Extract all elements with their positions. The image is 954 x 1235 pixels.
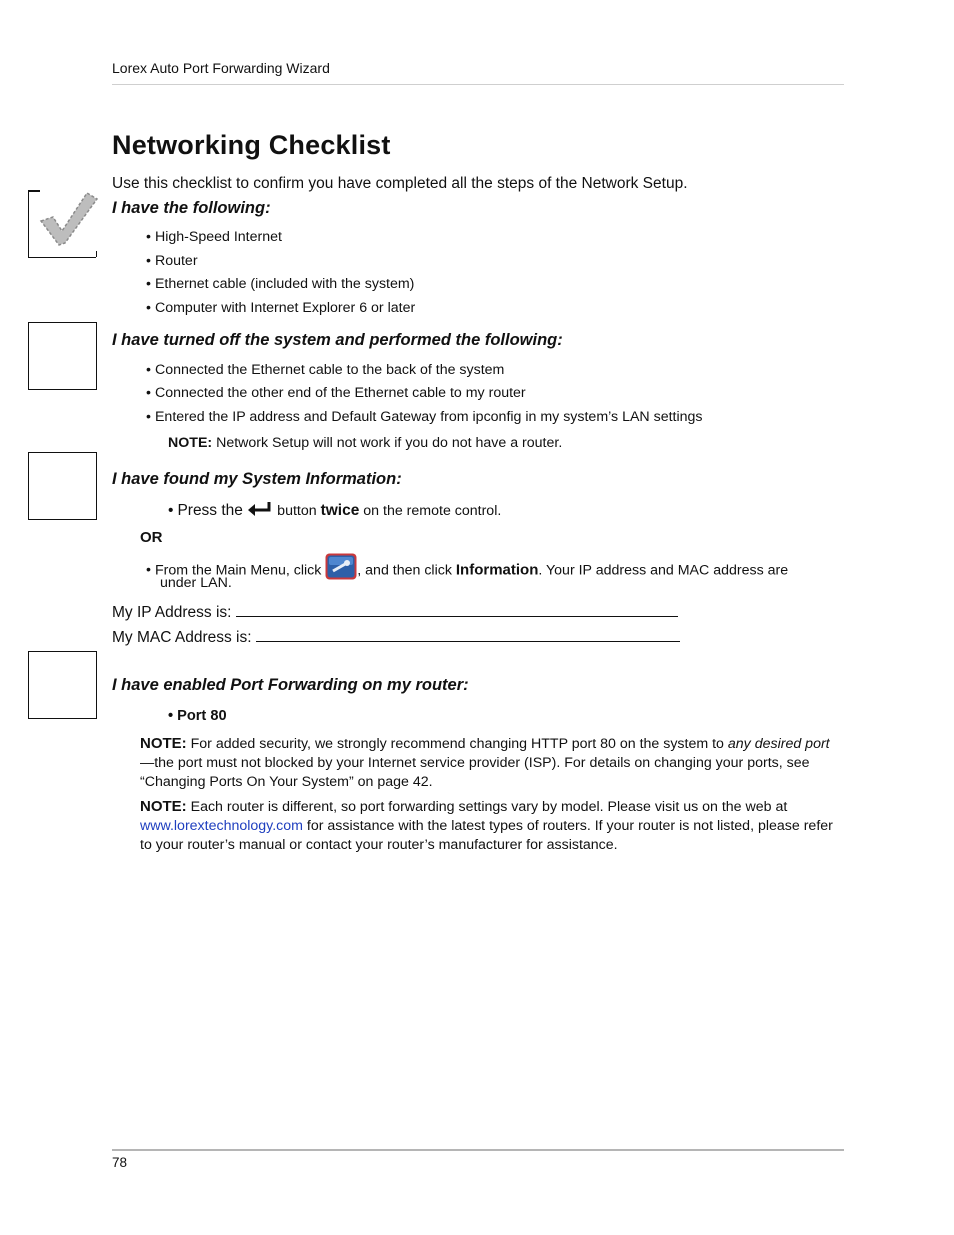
list-item: • Connected the Ethernet cable to the back of the system xyxy=(146,362,505,378)
note-security: NOTE: For added security, we strongly recommend changing HTTP port 80 on the system to any desired port—the port must not blocked by your Internet service provider (ISP). For details on changing your ports, see “Changing Ports On Your System” on page 42. xyxy=(140,735,830,790)
header-divider xyxy=(112,84,844,85)
checkbox-checked[interactable] xyxy=(28,191,96,258)
section-heading-turned-off: I have turned off the system and performed the following: xyxy=(112,331,563,349)
section-heading-following: I have the following: xyxy=(112,199,271,217)
list-item: • Ethernet cable (included with the system) xyxy=(146,276,415,292)
lorex-website-link[interactable]: www.lorextechnology.com xyxy=(140,818,303,834)
list-item-main-menu: • From the Main Menu, click , and then click Information. Your IP address and MAC address are xyxy=(146,557,788,584)
section-heading-port-forwarding: I have enabled Port Forwarding on my router: xyxy=(112,676,469,694)
note-router: NOTE: Network Setup will not work if you do not have a router. xyxy=(168,435,563,451)
list-item: • Connected the other end of the Ethernet cable to my router xyxy=(146,385,526,401)
list-item: • High-Speed Internet xyxy=(146,229,282,245)
running-header: Lorex Auto Port Forwarding Wizard xyxy=(112,60,330,76)
list-item: • Entered the IP address and Default Gateway from ipconfig in my system’s LAN settings xyxy=(146,409,703,425)
list-item: • Router xyxy=(146,253,198,269)
checkmark-icon xyxy=(29,189,99,257)
ip-address-field[interactable]: My IP Address is: xyxy=(112,602,678,622)
list-item: • Computer with Internet Explorer 6 or later xyxy=(146,300,416,316)
checkbox-empty[interactable] xyxy=(28,322,97,390)
list-item-port: • Port 80 xyxy=(168,708,227,724)
checkbox-empty[interactable] xyxy=(28,452,97,520)
page-number: 78 xyxy=(112,1155,128,1170)
intro-text: Use this checklist to confirm you have completed all the steps of the Network Setup. xyxy=(112,175,688,192)
ip-address-blank[interactable] xyxy=(236,602,678,617)
section-heading-system-info: I have found my System Information: xyxy=(112,470,402,488)
mac-address-blank[interactable] xyxy=(256,627,680,642)
or-label: OR xyxy=(140,529,163,546)
list-item-press-button: • Press the button twice on the remote control. xyxy=(168,502,502,519)
page-title: Networking Checklist xyxy=(112,130,391,160)
list-item-continuation: under LAN. xyxy=(160,575,232,591)
mac-address-field[interactable]: My MAC Address is: xyxy=(112,627,680,647)
footer-divider xyxy=(112,1149,844,1151)
system-info-menu-icon xyxy=(325,553,357,580)
note-router-models: NOTE: Each router is different, so port forwarding settings vary by model. Please visit us on the web at www.lorextechnology.com for assistance with the latest types of routers. If your router is not listed, please refer to your router’s manual or contact your router’s manufacturer for assistance. xyxy=(140,798,833,853)
checkbox-empty[interactable] xyxy=(28,651,97,719)
enter-button-icon xyxy=(247,501,273,517)
